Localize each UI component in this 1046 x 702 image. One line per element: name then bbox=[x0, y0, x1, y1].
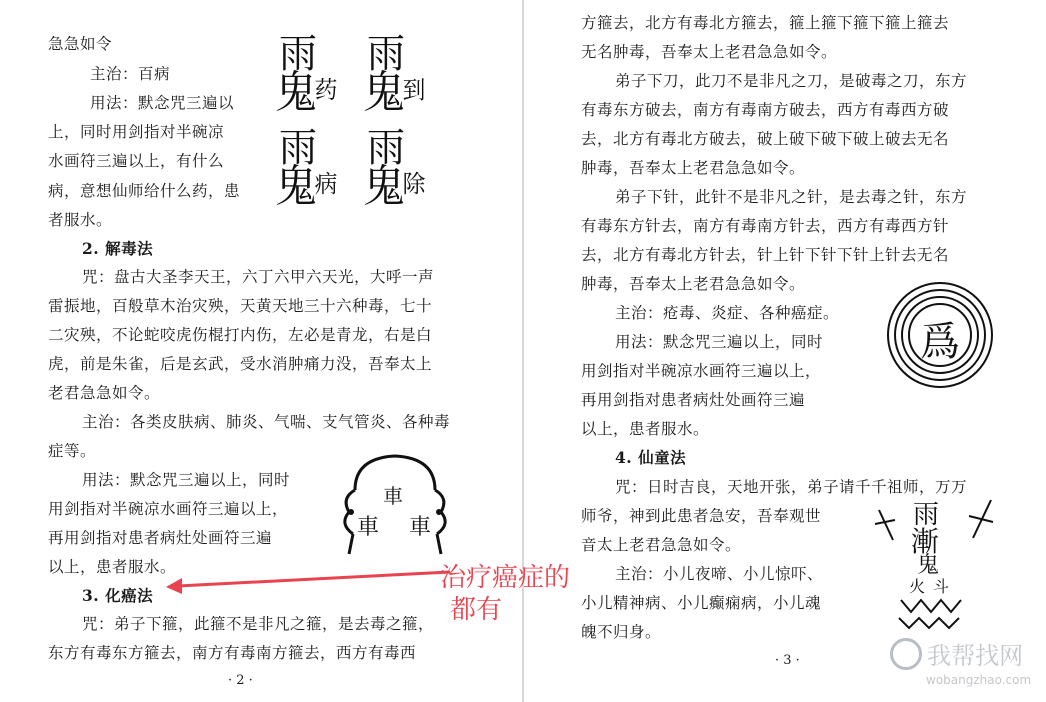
text-line: 东方有毒东方箍去，南方有毒南方箍去，西方有毒西 bbox=[48, 644, 417, 662]
text-line: 二灾殃，不论蛇咬虎伤棍打内伤，左必是青龙，右是白 bbox=[48, 326, 433, 344]
annotation-text bbox=[440, 562, 570, 626]
text-line: 方箍去，北方有毒北方箍去，箍上箍下箍下箍上箍去 bbox=[581, 14, 950, 32]
text-line: 咒：日时吉良，天地开张，弟子请千千祖师，万万 bbox=[615, 478, 968, 496]
watermark bbox=[890, 636, 1031, 687]
text-line: 音太上老君急急如令。 bbox=[581, 536, 742, 554]
text-line: 弟子下刀，此刀不是非凡之刀，是破毒之刀，东方 bbox=[615, 72, 968, 90]
right-page bbox=[523, 0, 1046, 702]
talisman-glyph: 車 bbox=[383, 484, 403, 508]
text-line: 症等。 bbox=[48, 442, 97, 460]
text-line: 肿毒，吾奉太上老君急急如令。 bbox=[581, 159, 806, 177]
text-line: 去，北方有毒北方破去，破上破下破下破上破去无名 bbox=[581, 130, 950, 148]
text-line: 咒：弟子下箍，此箍不是非凡之箍，是去毒之箍， bbox=[82, 615, 435, 633]
magnifier-icon bbox=[890, 638, 922, 670]
text-line: 用法：默念咒三遍以 bbox=[90, 94, 235, 112]
text-line: 魄不归身。 bbox=[581, 623, 662, 641]
talisman-drawing-spiral bbox=[885, 280, 995, 390]
talisman-glyph: 雨 bbox=[279, 125, 317, 171]
text-line: 弟子下针，此针不是非凡之针，是去毒之针，东方 bbox=[615, 188, 968, 206]
talisman-glyph: 雨 bbox=[279, 31, 317, 77]
talisman-glyph: 漸 bbox=[911, 525, 940, 558]
text-line: 主治：疮毒、炎症、各种癌症。 bbox=[615, 304, 840, 322]
annotation-line-1: 治疗癌症的 bbox=[440, 563, 571, 593]
page-number: · 2 · bbox=[228, 673, 253, 688]
talisman-glyph: 除 bbox=[402, 170, 426, 198]
talisman-glyph: 雨 bbox=[367, 31, 405, 77]
talisman-glyph: 鬼 bbox=[363, 67, 405, 118]
talisman-glyph: 爲 bbox=[920, 319, 960, 365]
text-line: 用剑指对半碗凉水画符三遍以上， bbox=[48, 500, 289, 518]
text-line: 有毒东方针去，南方有毒南方针去，西方有毒西方针 bbox=[581, 217, 950, 235]
text-line: 虎，前是朱雀，后是玄武，受水消肿痛力没，吾奉太上 bbox=[48, 355, 433, 373]
text-line: 师爷，神到此患者急安，吾奉观世 bbox=[581, 507, 822, 525]
section-heading: 4. 仙童法 bbox=[615, 448, 687, 467]
text-line: 用法：默念咒三遍以上，同时 bbox=[82, 471, 291, 489]
text-line: 有毒东方破去，南方有毒南方破去，西方有毒西方破 bbox=[581, 101, 950, 119]
talisman-glyph: 鬼 bbox=[275, 161, 317, 212]
talisman-glyph: 鬼 bbox=[917, 553, 940, 578]
text-line: 主治：各类皮肤病、肺炎、气喘、支气管炎、各种毒 bbox=[82, 413, 451, 431]
text-line: 肿毒，吾奉太上老君急急如令。 bbox=[581, 275, 806, 293]
text-line: 再用剑指对患者病灶处画符三遍 bbox=[581, 391, 806, 409]
text-line: 雷振地，百般草木治灾殃，天黄天地三十六种毒，七十 bbox=[48, 297, 433, 315]
text-line: 急急如令 bbox=[48, 35, 113, 53]
page-number: · 3 · bbox=[775, 653, 800, 668]
text-line: 主治：小儿夜啼、小儿惊吓、 bbox=[615, 565, 824, 583]
text-line: 上，同时用剑指对半碗凉 bbox=[48, 123, 225, 141]
talisman-drawing-cart bbox=[335, 450, 455, 560]
section-heading: 3. 化癌法 bbox=[82, 586, 154, 605]
watermark-text: 我帮找网 bbox=[927, 642, 1024, 670]
text-line: 水画符三遍以上，有什么 bbox=[48, 152, 225, 170]
text-line: 以上，患者服水。 bbox=[48, 558, 177, 576]
talisman-glyph: 鬼 bbox=[363, 161, 405, 212]
annotation-arrow bbox=[160, 560, 460, 600]
text-line: 用剑指对半碗凉水画符三遍以上， bbox=[581, 362, 822, 380]
text-line: 咒：盘古大圣李天王，六丁六甲六天光，大呼一声 bbox=[82, 268, 435, 286]
talisman-glyph: 雨 bbox=[913, 500, 940, 530]
text-line: 老君急急如令。 bbox=[48, 384, 161, 402]
talisman-glyph: 斗 bbox=[933, 577, 950, 596]
text-line: 以上，患者服水。 bbox=[581, 420, 710, 438]
text-line: 再用剑指对患者病灶处画符三遍 bbox=[48, 529, 273, 547]
talisman-drawing-top bbox=[270, 28, 440, 218]
talisman-glyph: 病 bbox=[314, 170, 338, 198]
text-line: 者服水。 bbox=[48, 211, 113, 229]
talisman-glyph: 到 bbox=[402, 76, 426, 104]
section-heading: 2. 解毒法 bbox=[82, 239, 154, 258]
talisman-glyph: 药 bbox=[314, 76, 338, 104]
annotation-line-2: 都有 bbox=[450, 595, 503, 625]
text-line: 用法：默念咒三遍以上，同时 bbox=[615, 333, 824, 351]
talisman-glyph: 車 bbox=[409, 515, 432, 540]
text-line: 病，意想仙师给什么药，患 bbox=[48, 182, 241, 200]
text-line: 去，北方有毒北方针去，针上针下针下针上针去无名 bbox=[581, 246, 950, 264]
talisman-glyph: 鬼 bbox=[275, 67, 317, 118]
text-line: 主治：百病 bbox=[90, 65, 171, 83]
watermark-url: wobangzhao.com bbox=[926, 673, 1032, 687]
text-line: 小儿精神病、小儿癫痫病，小儿魂 bbox=[581, 594, 822, 612]
talisman-glyph: 雨 bbox=[367, 125, 405, 171]
talisman-glyph: 火 bbox=[909, 577, 926, 596]
text-line: 无名肿毒，吾奉太上老君急急如令。 bbox=[581, 43, 838, 61]
talisman-glyph: 車 bbox=[357, 515, 380, 540]
talisman-drawing-child bbox=[871, 490, 996, 630]
